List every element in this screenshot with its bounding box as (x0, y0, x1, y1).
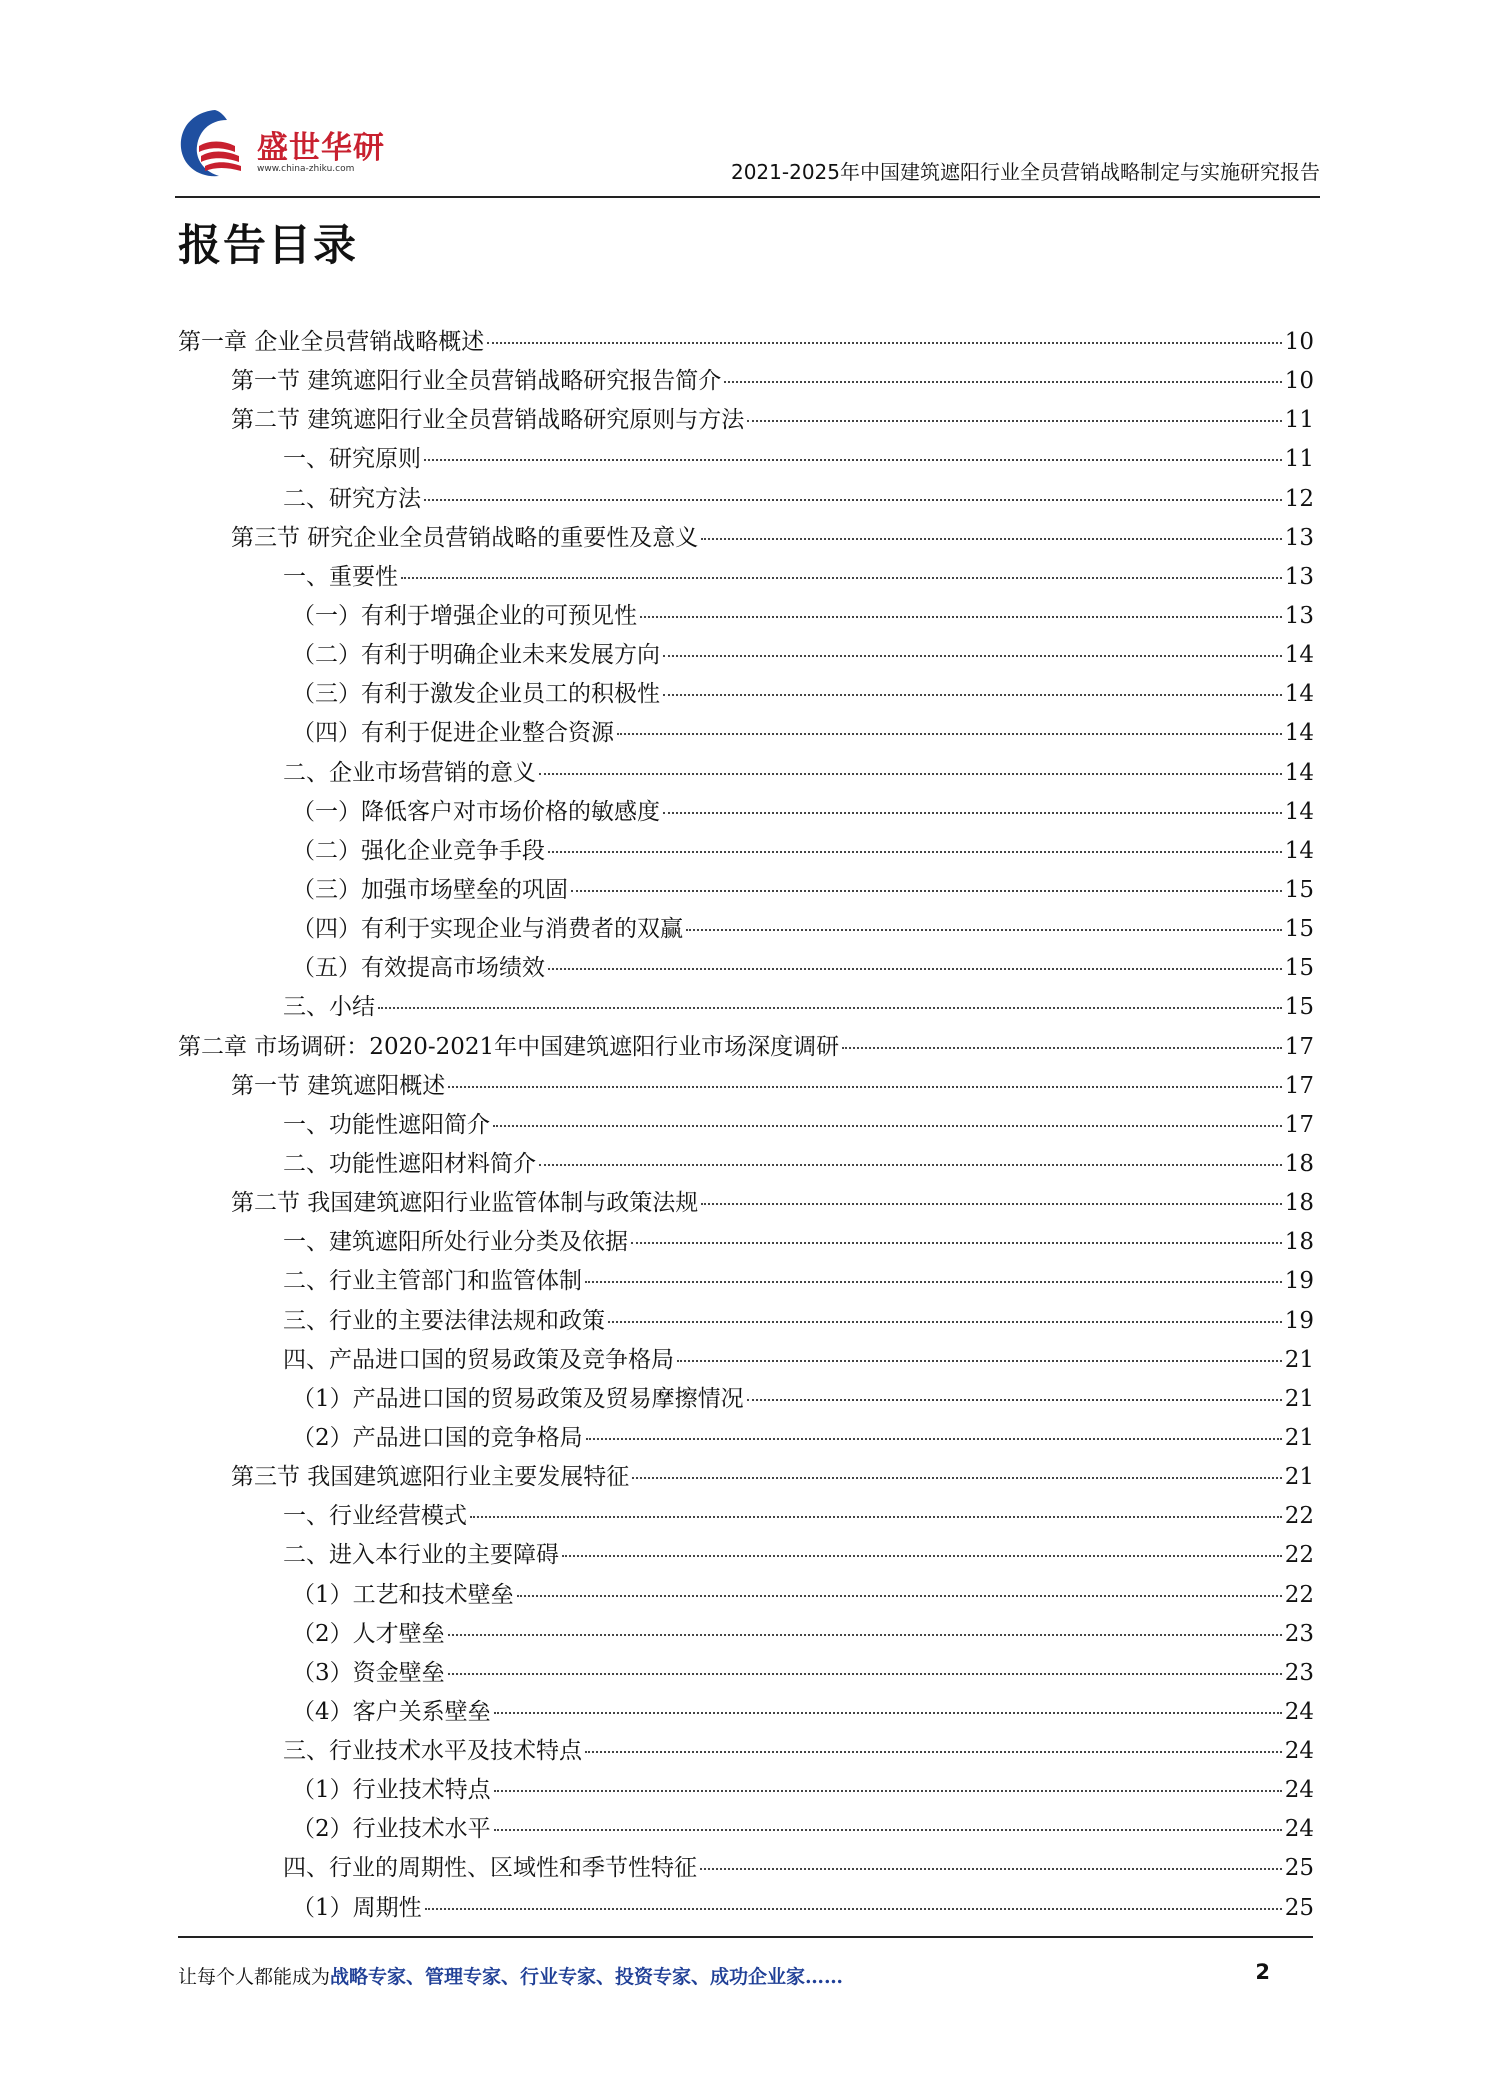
toc-entry-page: 21 (1284, 1346, 1314, 1373)
toc-entry-page: 19 (1284, 1268, 1314, 1295)
report-title: 2021-2025年中国建筑遮阳行业全员营销战略制定与实施研究报告 (730, 160, 1320, 184)
toc-entry-title: 第一节 建筑遮阳概述 (231, 1072, 446, 1099)
toc-dot-leader (700, 1868, 1282, 1870)
toc-entry[interactable] (178, 1536, 1314, 1575)
toc-dot-leader (548, 968, 1282, 970)
toc-dot-leader (747, 1399, 1282, 1401)
toc-dot-leader (562, 1555, 1282, 1557)
shengshi-logo-icon (175, 106, 255, 182)
toc-entry[interactable] (178, 1184, 1314, 1223)
toc-dot-leader (448, 1634, 1282, 1636)
toc-dot-leader (448, 1086, 1281, 1088)
toc-entry[interactable] (178, 793, 1314, 832)
toc-dot-leader (517, 1595, 1282, 1597)
toc-entry-title: 二、行业主管部门和监管体制 (283, 1268, 582, 1295)
toc-dot-leader (424, 459, 1282, 461)
toc-entry-title: （1）产品进口国的贸易政策及贸易摩擦情况 (292, 1385, 744, 1412)
toc-entry-page: 11 (1284, 407, 1314, 434)
toc-entry-page: 15 (1284, 916, 1314, 943)
toc-entry-title: （四）有利于促进企业整合资源 (292, 720, 614, 747)
toc-entry-title: （1）周期性 (292, 1894, 422, 1921)
toc-entry[interactable] (178, 1732, 1314, 1771)
toc-entry-title: 三、小结 (283, 994, 375, 1021)
toc-dot-leader (494, 1829, 1282, 1831)
footer-slogan-ellipsis: …… (805, 1966, 844, 1988)
toc-entry-title: （三）加强市场壁垒的巩固 (292, 876, 568, 903)
toc-entry[interactable] (178, 323, 1314, 362)
toc-entry-title: （二）有利于明确企业未来发展方向 (292, 642, 660, 669)
toc-dot-leader (701, 538, 1281, 540)
toc-entry-page: 14 (1284, 798, 1314, 825)
toc-entry-title: 三、行业技术水平及技术特点 (283, 1738, 582, 1765)
toc-entry-title: （三）有利于激发企业员工的积极性 (292, 681, 660, 708)
toc-entry-page: 15 (1284, 955, 1314, 982)
toc-dot-leader (494, 1712, 1282, 1714)
toc-entry-page: 13 (1284, 524, 1314, 551)
toc-entry[interactable] (178, 1615, 1314, 1654)
toc-dot-leader (663, 812, 1282, 814)
toc-entry-title: 三、行业的主要法律法规和政策 (283, 1307, 605, 1334)
toc-dot-leader (548, 851, 1282, 853)
toc-entry-title: （3）资金壁垒 (292, 1659, 445, 1686)
toc-entry-page: 14 (1284, 720, 1314, 747)
toc-entry-page: 24 (1284, 1698, 1314, 1725)
toc-entry-page: 18 (1284, 1190, 1314, 1217)
toc-entry-title: 一、行业经营模式 (283, 1503, 467, 1530)
page-number: 2 (1255, 1960, 1270, 1984)
toc-entry-page: 23 (1284, 1659, 1314, 1686)
toc-entry[interactable] (178, 1849, 1314, 1888)
toc-entry-page: 23 (1284, 1620, 1314, 1647)
toc-dot-leader (747, 420, 1281, 422)
toc-entry-page: 10 (1284, 329, 1314, 355)
toc-entry-page: 24 (1284, 1816, 1314, 1843)
toc-entry-title: 四、产品进口国的贸易政策及竞争格局 (283, 1346, 674, 1373)
toc-dot-leader (470, 1516, 1282, 1518)
toc-entry-title: 二、研究方法 (283, 485, 421, 512)
toc-entry-page: 21 (1284, 1424, 1314, 1451)
toc-entry[interactable] (178, 1810, 1314, 1849)
header-divider (175, 196, 1320, 198)
toc-entry-title: （1）工艺和技术壁垒 (292, 1581, 514, 1608)
toc-entry[interactable] (178, 714, 1314, 753)
toc-entry[interactable] (178, 949, 1314, 988)
toc-entry-title: （一）有利于增强企业的可预见性 (292, 602, 637, 629)
toc-entry-title: 第一章 企业全员营销战略概述 (178, 329, 485, 355)
toc-entry-title: 第二节 建筑遮阳行业全员营销战略研究原则与方法 (231, 407, 745, 434)
toc-entry[interactable] (178, 988, 1314, 1027)
toc-entry-title: （4）客户关系壁垒 (292, 1698, 491, 1725)
toc-entry-title: 第二节 我国建筑遮阳行业监管体制与政策法规 (231, 1190, 699, 1217)
toc-entry[interactable] (178, 1654, 1314, 1693)
toc-entry[interactable] (178, 1223, 1314, 1262)
toc-entry[interactable] (178, 1576, 1314, 1615)
toc-entry-title: （2）人才壁垒 (292, 1620, 445, 1647)
toc-entry-page: 13 (1284, 602, 1314, 629)
toc-entry[interactable] (178, 597, 1314, 636)
toc-entry-page: 15 (1284, 876, 1314, 903)
toc-entry-title: 二、进入本行业的主要障碍 (283, 1542, 559, 1569)
toc-entry-page: 14 (1284, 759, 1314, 786)
toc-entry[interactable] (178, 675, 1314, 714)
toc-dot-leader (631, 1242, 1282, 1244)
toc-entry-page: 15 (1284, 994, 1314, 1021)
brand-name: 盛世华研 (257, 130, 385, 166)
toc-entry-title: 第二章 市场调研：2020-2021年中国建筑遮阳行业市场深度调研 (178, 1033, 840, 1060)
toc-dot-leader (663, 655, 1282, 657)
toc-dot-leader (701, 1203, 1281, 1205)
toc-dot-leader (586, 1438, 1282, 1440)
toc-entry-title: （五）有效提高市场绩效 (292, 955, 545, 982)
toc-entry-page: 17 (1284, 1033, 1314, 1060)
toc-entry-title: 一、功能性遮阳简介 (283, 1111, 490, 1138)
toc-entry[interactable] (178, 1419, 1314, 1458)
toc-entry-title: 一、重要性 (283, 563, 398, 590)
toc-entry-page: 25 (1284, 1855, 1314, 1882)
toc-dot-leader (585, 1751, 1282, 1753)
toc-entry-title: 一、研究原则 (283, 446, 421, 473)
toc-dot-leader (539, 1164, 1282, 1166)
toc-entry[interactable] (178, 1262, 1314, 1301)
toc-entry-page: 21 (1284, 1464, 1314, 1491)
toc-entry-page: 25 (1284, 1894, 1314, 1921)
toc-entry-title: 第三节 研究企业全员营销战略的重要性及意义 (231, 524, 699, 551)
toc-dot-leader (494, 1790, 1282, 1792)
toc-dot-leader (640, 616, 1282, 618)
footer-divider (178, 1936, 1313, 1938)
toc-dot-leader (677, 1360, 1282, 1362)
toc-entry-title: （二）强化企业竞争手段 (292, 837, 545, 864)
toc-entry[interactable] (178, 362, 1314, 401)
toc-entry-page: 22 (1284, 1581, 1314, 1608)
toc-entry[interactable] (178, 480, 1314, 519)
toc-entry-title: （1）行业技术特点 (292, 1777, 491, 1804)
toc-dot-leader (448, 1673, 1282, 1675)
toc-entry-title: 一、建筑遮阳所处行业分类及依据 (283, 1229, 628, 1256)
toc-entry-title: （四）有利于实现企业与消费者的双赢 (292, 916, 683, 943)
toc-dot-leader (401, 577, 1282, 579)
toc-entry[interactable] (178, 636, 1314, 675)
toc-entry-page: 24 (1284, 1777, 1314, 1804)
toc-entry-page: 13 (1284, 563, 1314, 590)
toc-entry[interactable] (178, 754, 1314, 793)
toc-entry-title: （2）产品进口国的竞争格局 (292, 1424, 583, 1451)
toc-entry[interactable] (178, 832, 1314, 871)
toc-dot-leader (585, 1281, 1282, 1283)
toc-entry-page: 18 (1284, 1150, 1314, 1177)
toc-entry-page: 11 (1284, 446, 1314, 473)
toc-entry-page: 14 (1284, 681, 1314, 708)
toc-dot-leader (663, 694, 1282, 696)
toc-entry[interactable] (178, 519, 1314, 558)
footer-slogan (178, 1962, 843, 1989)
toc-entry-page: 24 (1284, 1738, 1314, 1765)
toc-entry-title: 第一节 建筑遮阳行业全员营销战略研究报告简介 (231, 368, 722, 395)
toc-dot-leader (842, 1047, 1282, 1049)
toc-entry[interactable] (178, 1771, 1314, 1810)
toc-entry[interactable] (178, 1693, 1314, 1732)
toc-dot-leader (493, 1125, 1282, 1127)
toc-entry[interactable] (178, 1028, 1314, 1067)
toc-entry[interactable] (178, 1458, 1314, 1497)
toc-entry-title: 第三节 我国建筑遮阳行业主要发展特征 (231, 1464, 630, 1491)
toc-dot-leader (539, 773, 1282, 775)
toc-entry[interactable] (178, 1341, 1314, 1380)
footer-slogan-highlight: 战略专家、管理专家、行业专家、投资专家、成功企业家 (330, 1966, 806, 1988)
toc-entry-title: （2）行业技术水平 (292, 1816, 491, 1843)
toc-entry-page: 14 (1284, 837, 1314, 864)
toc-entry[interactable] (178, 1067, 1314, 1106)
page-header (175, 100, 1320, 196)
toc-entry-title: 二、功能性遮阳材料简介 (283, 1150, 536, 1177)
toc-entry[interactable] (178, 871, 1314, 910)
toc-dot-leader (617, 733, 1282, 735)
toc-entry-page: 10 (1284, 368, 1314, 395)
toc-entry-page: 19 (1284, 1307, 1314, 1334)
toc-entry[interactable] (178, 1145, 1314, 1184)
toc-entry[interactable] (178, 910, 1314, 949)
toc-dot-leader (608, 1321, 1282, 1323)
toc-entry-page: 22 (1284, 1503, 1314, 1530)
toc-dot-leader (686, 929, 1282, 931)
toc-entry-title: （一）降低客户对市场价格的敏感度 (292, 798, 660, 825)
toc-entry-page: 14 (1284, 642, 1314, 669)
footer-slogan-lead: 让每个人都能成为 (178, 1966, 331, 1988)
toc-entry[interactable] (178, 1380, 1314, 1419)
toc-entry-page: 22 (1284, 1542, 1314, 1569)
toc-entry[interactable] (178, 401, 1314, 440)
toc-entry-page: 12 (1284, 485, 1314, 512)
toc-entry-title: 二、企业市场营销的意义 (283, 759, 536, 786)
toc-entry[interactable] (178, 440, 1314, 479)
toc-entry-page: 17 (1284, 1072, 1314, 1099)
toc-dot-leader (425, 1908, 1282, 1910)
brand-url: www.china-zhiku.com (257, 164, 355, 174)
toc-dot-leader (424, 499, 1282, 501)
toc-entry-title: 四、行业的周期性、区域性和季节性特征 (283, 1855, 697, 1882)
toc-dot-leader (487, 342, 1281, 344)
toc-heading: 报告目录 (178, 221, 358, 271)
toc-entry-page: 17 (1284, 1111, 1314, 1138)
toc-dot-leader (632, 1477, 1281, 1479)
toc-entry-page: 21 (1284, 1385, 1314, 1412)
toc-entry[interactable] (178, 1497, 1314, 1536)
toc-entry[interactable] (178, 1889, 1314, 1928)
toc-dot-leader (724, 381, 1281, 383)
table-of-contents (178, 323, 1314, 1928)
toc-dot-leader (378, 1007, 1282, 1009)
toc-entry[interactable] (178, 1302, 1314, 1341)
toc-entry-page: 18 (1284, 1229, 1314, 1256)
toc-entry[interactable] (178, 558, 1314, 597)
toc-entry[interactable] (178, 1106, 1314, 1145)
toc-dot-leader (571, 890, 1282, 892)
